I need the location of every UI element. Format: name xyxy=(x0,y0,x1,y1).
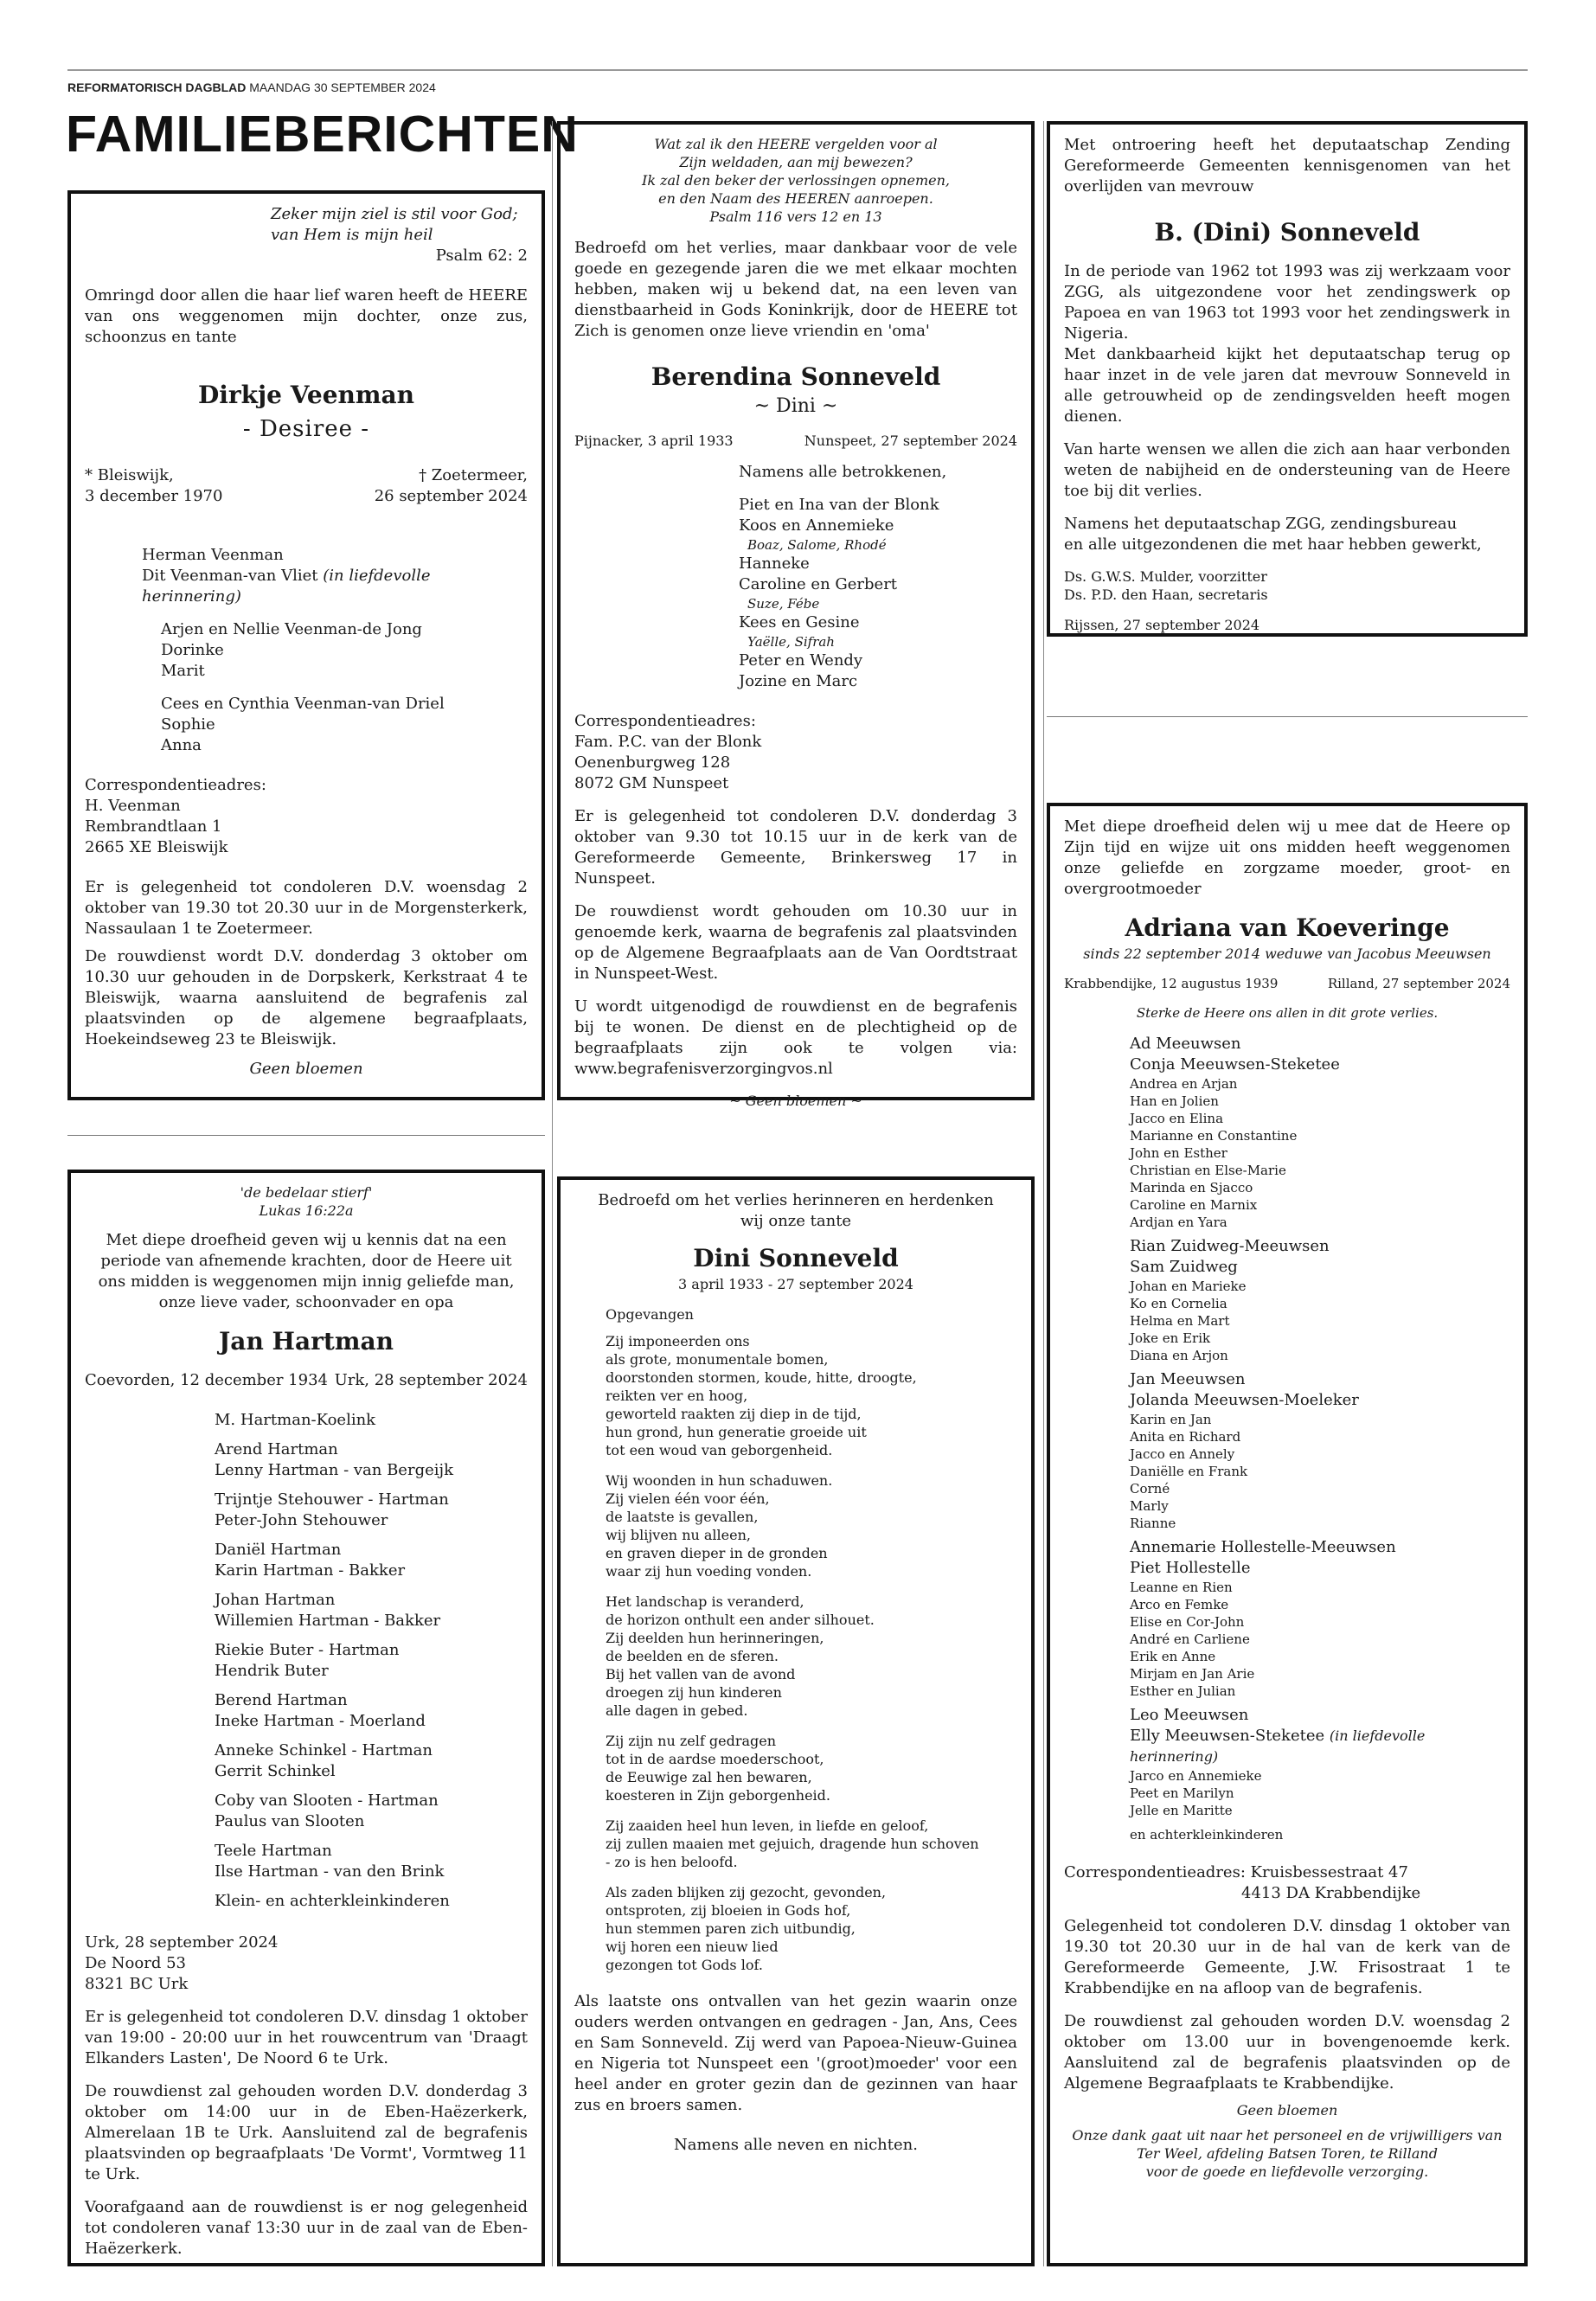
grandchild: Helma en Mart xyxy=(1130,1313,1230,1329)
closing-text: Als laatste ons ontvallen van het gezin waarin onze ouders werden ontvangen en gedragen - Jan, Ans, Cees en Sam Sonneveld. Zij werd van Papoea-Nieuw-Guinea en Nigeria tot Nunspeet een '(groot)moeder' voor een heel ander en groter gezin dan de gezinnen van haar zus en broers samen. xyxy=(574,1992,1017,2114)
grandchild: André en Carliene xyxy=(1130,1631,1250,1647)
address-line: Correspondentieadres: xyxy=(574,712,756,730)
quote-reference: Lukas 16:22a xyxy=(259,1202,354,1219)
masthead xyxy=(67,80,436,94)
service-text: De rouwdienst wordt D.V. donderdag 3 oktober om 10.30 uur gehouden in de Dorpskerk, Kerkstraat 4 te Bleiswijk, waarna aansluitend de begrafenis zal plaatsvinden op de algemene begraafplaats, Hoekeindseweg 23 te Bleiswijk. xyxy=(85,947,528,1048)
poem xyxy=(606,1332,1017,1986)
address-line: De Noord 53 xyxy=(85,1954,186,1972)
grandchild: Mirjam en Jan Arie xyxy=(1130,1666,1255,1682)
thanks-line: Onze dank gaat uit naar het personeel en de vrijwilligers van xyxy=(1072,2127,1503,2144)
grandchild: Leanne en Rien xyxy=(1130,1580,1233,1595)
grandchild: Marianne en Constantine xyxy=(1130,1128,1298,1144)
family-member: Trijntje Stehouwer - Hartman xyxy=(215,1490,449,1509)
grandchild: Jelle en Maritte xyxy=(1130,1803,1233,1818)
deceased-nickname: ~ Dini ~ xyxy=(753,395,838,417)
address-line: Urk, 28 september 2024 xyxy=(85,1933,279,1952)
family-member: Hendrik Buter xyxy=(215,1662,329,1680)
poem-line: als grote, monumentale bomen, xyxy=(606,1351,829,1368)
address-line: Correspondentieadres: xyxy=(85,776,266,794)
birth-place: * Bleiswijk, xyxy=(85,466,174,484)
death-info: Rilland, 27 september 2024 xyxy=(1327,976,1510,991)
grandchild: Ardjan en Yara xyxy=(1130,1215,1227,1230)
poem-line: Als zaden blijken zij gezocht, gevonden, xyxy=(606,1884,887,1900)
poem-line: de horizon onthult een ander silhouet. xyxy=(606,1612,875,1628)
address-line: Fam. P.C. van der Blonk xyxy=(574,733,762,751)
poem-line: doorstonden stormen, koude, hitte, droogte, xyxy=(606,1369,917,1386)
quote-line: Zeker mijn ziel is stil voor God; xyxy=(271,205,518,223)
address-line: 8072 GM Nunspeet xyxy=(574,774,729,792)
column-divider xyxy=(1043,121,1044,2266)
poem-line: Het landschap is veranderd, xyxy=(606,1593,804,1610)
family-member: Peter en Wendy xyxy=(739,651,863,670)
deceased-name: Adriana van Koeveringe xyxy=(1125,913,1450,942)
quote-line: van Hem is mijn heil xyxy=(271,226,433,244)
paragraph: In de periode van 1962 tot 1993 was zij werkzaam voor ZGG, als uitgezondene voor het zendingswerk op Papoea en van 1963 tot 1993 voor het zendingswerk in Nigeria. xyxy=(1064,262,1510,343)
poem-line: wij horen een nieuw lied xyxy=(606,1939,779,1955)
poem-line: de laatste is gevallen, xyxy=(606,1509,759,1525)
deceased-name: B. (Dini) Sonneveld xyxy=(1154,218,1420,247)
great-grandchildren: en achterkleinkinderen xyxy=(1130,1827,1284,1843)
issue-date: MAANDAG 30 SEPTEMBER 2024 xyxy=(249,80,436,94)
poem-line: - zo is hen beloofd. xyxy=(606,1854,738,1870)
poem-line: hun grond, hun generatie groeide uit xyxy=(606,1424,867,1440)
family-member: Willemien Hartman - Bakker xyxy=(215,1612,441,1630)
family-member: Daniël Hartman xyxy=(215,1541,342,1559)
family-member: Caroline en Gerbert xyxy=(739,575,898,593)
deceased-name: Jan Hartman xyxy=(219,1327,394,1356)
obituary-adriana xyxy=(1047,803,1528,2266)
family-member: Herman Veenman xyxy=(142,546,284,564)
family-member: Karin Hartman - Bakker xyxy=(215,1561,406,1580)
grandchildren: Suze, Fébe xyxy=(747,596,820,612)
poem-line: tot in de aardse moederschoot, xyxy=(606,1751,824,1767)
no-flowers: Geen bloemen xyxy=(1236,2102,1338,2118)
grandchild: Marinda en Sjacco xyxy=(1130,1180,1253,1195)
condolence-text: Er is gelegenheid tot condoleren D.V. woensdag 2 oktober van 19.30 tot 20.30 uur in de Morgensterkerk, Nassaulaan 1 te Zoetermeer. xyxy=(85,878,528,938)
ad-divider xyxy=(67,1135,545,1136)
grandchild: Peet en Marilyn xyxy=(1130,1785,1234,1801)
poem-line: waar zij hun voeding vonden. xyxy=(606,1563,812,1580)
family-member: M. Hartman-Koelink xyxy=(215,1411,376,1429)
family-member: Anneke Schinkel - Hartman xyxy=(215,1741,433,1759)
service-text: De rouwdienst zal gehouden worden D.V. donderdag 3 oktober om 14:00 uur in de Eben-Haëzerkerk, Almerelaan 1B te Urk. Aansluitend zal de begrafenis plaatsvinden op begraafplaats 'De Vormt', Vormtweg 11 te Urk. xyxy=(85,2082,528,2183)
memory-note: (in liefdevolle herinnering) xyxy=(1130,1727,1426,1765)
grandchildren: Yaëlle, Sifrah xyxy=(747,634,835,650)
poem-title: Opgevangen xyxy=(606,1306,694,1323)
family-member: Conja Meeuwsen-Steketee xyxy=(1130,1055,1340,1074)
birth-info: Coevorden, 12 december 1934 xyxy=(85,1371,328,1389)
family-member: Teele Hartman xyxy=(215,1842,332,1860)
service-text: De rouwdienst zal gehouden worden D.V. woensdag 2 oktober om 13.00 uur in bovengenoemde kerk. Aansluitend zal de begrafenis plaatsvinden op de Algemene Begraafplaats te Krabbendijke. xyxy=(1064,2012,1510,2093)
family-member: Paulus van Slooten xyxy=(215,1812,365,1830)
thanks-line: Ter Weel, afdeling Batsen Toren, te Rilland xyxy=(1137,2145,1438,2162)
death-place: † Zoetermeer, xyxy=(419,466,528,484)
condolence-text: Gelegenheid tot condoleren D.V. dinsdag 1 oktober van 19.30 tot 20.30 uur in de hal van de kerk van de Gereformeerde Gemeente, J.W. Frisostraat 1 te Krabbendijke en na afloop van de begrafenis. xyxy=(1064,1917,1510,1997)
death-info: Nunspeet, 27 september 2024 xyxy=(804,433,1017,449)
family-member: Ineke Hartman - Moerland xyxy=(215,1712,426,1730)
deceased-name: Dini Sonneveld xyxy=(693,1244,899,1272)
grandchild: Jacco en Annely xyxy=(1130,1446,1235,1462)
family-member: Johan Hartman xyxy=(215,1591,336,1609)
family-member: Dit Veenman-van Vliet (in liefdevolle herinnering) xyxy=(142,567,431,606)
grandchild: Johan en Marieke xyxy=(1130,1279,1247,1294)
poem-line: Zij vielen één voor één, xyxy=(606,1490,770,1507)
quote-reference: Psalm 116 vers 12 en 13 xyxy=(709,208,882,225)
grandchild: Arco en Femke xyxy=(1130,1597,1229,1612)
widow-note: sinds 22 september 2014 weduwe van Jacobus Meeuwsen xyxy=(1083,945,1491,962)
family-member: Arend Hartman xyxy=(215,1440,338,1458)
grandchild: Christian en Else-Marie xyxy=(1130,1163,1286,1178)
birth-date: 3 december 1970 xyxy=(85,487,223,505)
family-member: Marit xyxy=(161,662,205,680)
ad-divider xyxy=(1047,716,1528,717)
family-member: Jolanda Meeuwsen-Moeleker xyxy=(1130,1391,1359,1409)
intro-text: Bedroefd om het verlies herinneren en herdenken wij onze tante xyxy=(598,1191,994,1230)
place-date: Rijssen, 27 september 2024 xyxy=(1064,617,1260,633)
family-member: Annemarie Hollestelle-Meeuwsen xyxy=(1130,1538,1396,1556)
grandchild: Marly xyxy=(1130,1498,1169,1514)
family-member: Piet en Ina van der Blonk xyxy=(739,496,939,514)
invite-text: U wordt uitgenodigd de rouwdienst en de begrafenis bij te wonen. De dienst en de plechtigheid op de begraafplaats zijn ook te volgen via: www.begrafenisverzorgingvos.nl xyxy=(574,997,1017,1078)
obituary-zgg xyxy=(1047,121,1528,637)
obituary-berendina xyxy=(557,121,1035,1109)
section-title: FAMILIEBERICHTEN xyxy=(66,106,579,163)
service-text: De rouwdienst wordt gehouden om 10.30 uur in genoemde kerk, waarna de begrafenis zal plaatsvinden op de Algemene Begraafplaats aan de Van Oordtstraat in Nunspeet-West. xyxy=(574,902,1017,983)
grandchild: Anita en Richard xyxy=(1130,1429,1241,1445)
family-member: Lenny Hartman - van Bergeijk xyxy=(215,1461,453,1479)
life-dates: 3 april 1933 - 27 september 2024 xyxy=(678,1276,913,1292)
signatory: Ds. G.W.S. Mulder, voorzitter xyxy=(1064,568,1267,585)
obituary-veenman xyxy=(67,190,545,1100)
grandchild: Jarco en Annemieke xyxy=(1130,1768,1262,1784)
poem-line: reikten ver en hoog, xyxy=(606,1388,748,1404)
family-list xyxy=(215,1410,528,1920)
deceased-nickname: - Desiree - xyxy=(242,416,370,442)
no-flowers: ~ Geen bloemen ~ xyxy=(729,1093,862,1109)
grandchild: Elise en Cor-John xyxy=(1130,1614,1245,1630)
quote-line: Wat zal ik den HEERE vergelden voor al xyxy=(654,136,938,152)
family-member: Arjen en Nellie Veenman-de Jong xyxy=(161,620,422,638)
intro-text: Met ontroering heeft het deputaatschap Zending Gereformeerde Gemeenten kennisgenomen van het overlijden van mevrouw xyxy=(1064,136,1510,195)
grandchild: Erik en Anne xyxy=(1130,1649,1216,1664)
intro-text: Omringd door allen die haar lief waren heeft de HEERE van ons weggenomen mijn dochter, onze zus, schoonzus en tante xyxy=(85,286,528,346)
poem-line: alle dagen in gebed. xyxy=(606,1702,748,1719)
poem-line: de Eeuwige zal hen bewaren, xyxy=(606,1769,812,1785)
grandchild: Caroline en Marnix xyxy=(1130,1197,1258,1213)
grandchild: Ko en Cornelia xyxy=(1130,1296,1227,1311)
poem-line: gezongen tot Gods lof. xyxy=(606,1957,763,1973)
family-member: Kees en Gesine xyxy=(739,613,860,631)
birth-info: Pijnacker, 3 april 1933 xyxy=(574,433,734,449)
before-service-text: Voorafgaand aan de rouwdienst is er nog gelegenheid tot condoleren vanaf 13:30 uur in de zaal van de Eben-Haëzerkerk. xyxy=(85,2198,528,2258)
poem-line: geworteld raakten zij diep in de tijd, xyxy=(606,1406,862,1422)
family-member: Ad Meeuwsen xyxy=(1130,1035,1241,1053)
family-member: Riekie Buter - Hartman xyxy=(215,1641,400,1659)
family-list xyxy=(739,495,1017,692)
family-member: Sam Zuidweg xyxy=(1130,1258,1238,1276)
poem-line: tot een woud van geborgenheid. xyxy=(606,1442,833,1458)
intro-text: Met diepe droefheid delen wij u mee dat de Heere op Zijn tijd en wijze uit ons midden heeft weggenomen onze geliefde en zorgzame moeder, groot- en overgrootmoeder xyxy=(1064,817,1510,898)
grandchild: Joke en Erik xyxy=(1130,1330,1211,1346)
paragraph: Namens het deputaatschap ZGG, zendingsbureau xyxy=(1064,515,1458,533)
grandchild: Corné xyxy=(1130,1481,1170,1497)
condolence-text: Er is gelegenheid tot condoleren D.V. dinsdag 1 oktober van 19:00 - 20:00 uur in het rouwcentrum van 'Draagt Elkanders Lasten', De Noord 6 te Urk. xyxy=(85,2008,528,2067)
signature: Namens alle neven en nichten. xyxy=(674,2136,918,2154)
grandchild: Andrea en Arjan xyxy=(1130,1076,1238,1092)
family-member: Dorinke xyxy=(161,641,224,659)
memory-note: (in liefdevolle herinnering) xyxy=(142,567,431,606)
family-member: Gerrit Schinkel xyxy=(215,1762,336,1780)
family-member: Elly Meeuwsen-Steketee (in liefdevolle herinnering) xyxy=(1130,1727,1426,1765)
thanks-line: voor de goede en liefdevolle verzorging. xyxy=(1145,2163,1429,2180)
paragraph: en alle uitgezondenen die met haar hebben gewerkt, xyxy=(1064,535,1482,554)
family-member: Jan Meeuwsen xyxy=(1130,1370,1246,1388)
family-member: Cees en Cynthia Veenman-van Driel xyxy=(161,695,445,713)
address-line: 4413 DA Krabbendijke xyxy=(1241,1884,1421,1902)
paper-name: REFORMATORISCH DAGBLAD xyxy=(67,80,247,94)
poem-line: en graven dieper in de gronden xyxy=(606,1545,828,1561)
address-line: Oenenburgweg 128 xyxy=(574,753,731,772)
paragraph: Van harte wensen we allen die zich aan haar verbonden weten de nabijheid en de ondersteuning van de Heere toe bij dit verlies. xyxy=(1064,440,1510,500)
grandchild: Rianne xyxy=(1130,1516,1176,1531)
family-member: Anna xyxy=(161,736,202,754)
grandchild: Karin en Jan xyxy=(1130,1412,1212,1427)
address-line: 8321 BC Urk xyxy=(85,1975,189,1993)
family-member: Coby van Slooten - Hartman xyxy=(215,1791,439,1810)
on-behalf: Namens alle betrokkenen, xyxy=(739,463,947,481)
family-member: Koos en Annemieke xyxy=(739,516,894,535)
quote-line: en den Naam des HEEREN aanroepen. xyxy=(658,190,933,207)
poem-line: ontsproten, zij bloeien in Gods hof, xyxy=(606,1902,851,1919)
grandchild: Diana en Arjon xyxy=(1130,1348,1228,1363)
family-member: Piet Hollestelle xyxy=(1130,1559,1251,1577)
address-line: Rembrandtlaan 1 xyxy=(85,817,222,836)
poem-line: wij blijven nu alleen, xyxy=(606,1527,751,1543)
family-member: Rian Zuidweg-Meeuwsen xyxy=(1130,1237,1330,1255)
grandchild: Jacco en Elina xyxy=(1130,1111,1224,1126)
intro-text: Met diepe droefheid geven wij u kennis dat na een periode van afnemende krachten, door de Heere uit ons midden is weggenomen mijn innig geliefde man, onze lieve vader, schoonvader en opa xyxy=(98,1231,515,1311)
deceased-name: Berendina Sonneveld xyxy=(651,362,941,391)
condolence-text: Er is gelegenheid tot condoleren D.V. donderdag 3 oktober van 9.30 tot 10.15 uur in de kerk van de Gereformeerde Gemeente, Brinkersweg 17 in Nunspeet. xyxy=(574,807,1017,888)
poem-line: Zij imponeerden ons xyxy=(606,1333,750,1349)
death-info: Urk, 28 september 2024 xyxy=(334,1371,528,1389)
poem-line: koesteren in Zijn geborgenheid. xyxy=(606,1787,830,1804)
birth-info: Krabbendijke, 12 augustus 1939 xyxy=(1064,976,1279,991)
strength-text: Sterke de Heere ons allen in dit grote verlies. xyxy=(1136,1005,1439,1021)
header-rule xyxy=(67,69,1528,71)
family-member: Leo Meeuwsen xyxy=(1130,1706,1249,1724)
poem-line: droegen zij hun kinderen xyxy=(606,1684,782,1701)
poem-line: Wij woonden in hun schaduwen. xyxy=(606,1472,833,1489)
address-line: Correspondentieadres: Kruisbessestraat 47 xyxy=(1064,1863,1408,1881)
family-member: Sophie xyxy=(161,715,215,734)
poem-line: Zij zijn nu zelf gedragen xyxy=(606,1733,777,1749)
poem-line: zij zullen maaien met gejuich, dragende hun schoven xyxy=(606,1836,979,1852)
poem-line: Zij zaaiden heel hun leven, in liefde en geloof, xyxy=(606,1817,929,1834)
intro-text: Bedroefd om het verlies, maar dankbaar voor de vele goede en gezegende jaren die we met elkaar mochten hebben, maken wij u bekend dat, na een leven van dienstbaarheid in Gods Koninkrijk, door de HEERE tot Zich is genomen onze lieve vriendin en 'oma' xyxy=(574,239,1017,340)
poem-line: Bij het vallen van de avond xyxy=(606,1666,796,1682)
paragraph: Met dankbaarheid kijkt het deputaatschap terug op haar inzet in de vele jaren dat mevrouw Sonneveld in alle getrouwheid op de zendingsvelden heeft mogen dienen. xyxy=(1064,345,1510,426)
quote-line: 'de bedelaar stierf' xyxy=(240,1184,373,1201)
grandchild: Esther en Julian xyxy=(1130,1683,1236,1699)
family-member: Jozine en Marc xyxy=(739,672,858,690)
poem-line: Zij deelden hun herinneringen, xyxy=(606,1630,824,1646)
column-divider xyxy=(552,121,553,2266)
poem-line: hun stemmen paren zich uitbundig, xyxy=(606,1920,856,1937)
obituary-hartman xyxy=(67,1170,545,2266)
quote-line: Zijn weldaden, aan mij bewezen? xyxy=(679,154,913,170)
family-member: Klein- en achterkleinkinderen xyxy=(215,1892,450,1910)
signatory: Ds. P.D. den Haan, secretaris xyxy=(1064,586,1268,603)
death-date: 26 september 2024 xyxy=(374,487,528,505)
grandchildren: Boaz, Salome, Rhodé xyxy=(747,537,887,553)
poem-line: de beelden en de sferen. xyxy=(606,1648,779,1664)
obituary-dini-poem xyxy=(557,1176,1035,2266)
quote-reference: Psalm 62: 2 xyxy=(435,247,528,265)
grandchild: Daniëlle en Frank xyxy=(1130,1464,1248,1479)
address-line: H. Veenman xyxy=(85,797,181,815)
family-member: Peter-John Stehouwer xyxy=(215,1511,388,1529)
family-list xyxy=(1130,1034,1510,1705)
address-line: 2665 XE Bleiswijk xyxy=(85,838,228,856)
grandchild: Han en Jolien xyxy=(1130,1093,1219,1109)
family-member: Berend Hartman xyxy=(215,1691,348,1709)
deceased-name: Dirkje Veenman xyxy=(197,381,415,409)
family-member: Ilse Hartman - van den Brink xyxy=(215,1862,445,1881)
no-flowers: Geen bloemen xyxy=(249,1060,363,1078)
family-member: Hanneke xyxy=(739,554,810,573)
grandchild: John en Esther xyxy=(1130,1145,1227,1161)
quote-line: Ik zal den beker der verlossingen opnemen, xyxy=(642,172,950,189)
